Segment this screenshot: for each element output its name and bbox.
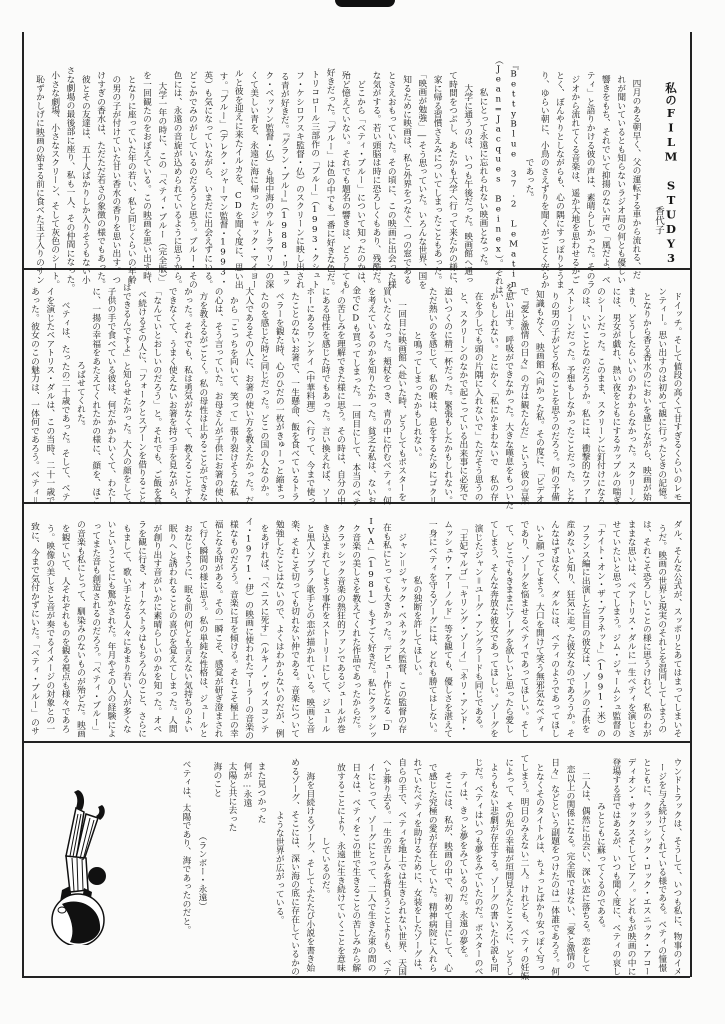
text-column: ようもない悲劇が存在する。ゾーグの書いた小説も同 bbox=[488, 762, 499, 972]
text-column: 「なんていとおしいのだろう」と。それでも、ご飯を食 bbox=[151, 287, 162, 505]
text-column: と鳴ってしまったかもしれない。 bbox=[411, 330, 422, 462]
text-column: ダル、そんな公式が、スッポリとあてはまってしまいそ bbox=[672, 519, 682, 738]
text-column: もまして、歌い手となる人々にあまり若い人が多くな bbox=[121, 523, 132, 733]
text-column: ク音楽の美しさを教えてくれた作品であったからだ。 bbox=[350, 523, 361, 733]
text-column: 彼とその友達は、五十人ばかりしか入りそうもない小 bbox=[80, 74, 91, 284]
text-column: りの男の子がどう私のことを思うのだろう。何の予備 bbox=[549, 291, 560, 501]
text-column: ディオン・サックスそしてピアノ。どれもが映画の中に bbox=[626, 758, 637, 976]
text-column: てしまう。明日のみえない二人。けれども、ベティの妊娠 bbox=[519, 754, 530, 981]
poem-line: また見つかった bbox=[256, 762, 266, 823]
text-column: にある母性を感じた時でもあった。言い換えれば、ソー bbox=[320, 287, 331, 505]
text-column: 日々」などという副題をつけたのは一体誰であろう。何 bbox=[549, 758, 560, 976]
text-column: 好きだった。「ブルー」は色の中でも一番に好きな色だ。 bbox=[325, 68, 336, 291]
text-column: ージを与え続けてくれている様である。ベティの憧憬 bbox=[656, 762, 667, 972]
text-column: となりに座っていた年の若い、私と同じくらいの年齢 bbox=[126, 74, 137, 284]
text-column: しているのだ。 bbox=[320, 836, 331, 898]
text-column: ホーにあるワンケイ（中華料理）へ行って、今まで使っ bbox=[304, 287, 315, 505]
text-column: みとともに蘇ってくるのである。 bbox=[595, 801, 606, 933]
text-column: 二人は、偶然に出会い、深い恋に落ちる。恋をして bbox=[580, 762, 591, 972]
text-column: ティは、きっと夢をみているのだ。永遠の夢を。 bbox=[457, 771, 468, 963]
text-column: の心は、そう言っていた。お母さんが子供にお箸の使い bbox=[213, 287, 224, 505]
text-column: 演じたジャン＝ユーグ・アングラードも同じである。 bbox=[473, 523, 484, 733]
text-column: 恥ずかしげに映画の始まる前に食べた玉子入りのサン bbox=[34, 74, 45, 284]
text-column: す。「ブルー」（デレク・ジャーマン監督・1993・ bbox=[217, 72, 228, 287]
text-column: であった。 bbox=[523, 157, 534, 202]
text-column: ラを観に行き、オーケストラはもちろんのこと、さらに bbox=[136, 519, 147, 738]
text-column: めるゾーグ、そこには、深い海の底に存在しているかの bbox=[289, 758, 300, 976]
text-column: かった。それでも、私は勇気がなくて、教えることすら bbox=[182, 287, 193, 505]
text-column: ティ」と語りかける彼の声は、素晴らしかった。そのラ bbox=[585, 70, 596, 289]
text-column: 買いたくなった。頬杖をつき、青の中に佇むベティ。何 bbox=[381, 287, 392, 505]
text-band-1 bbox=[28, 56, 640, 303]
poem-credit: （ランボー・永遠） bbox=[197, 832, 207, 911]
text-column: ジャン＝ジャック・ベネックス監督、この監督の存 bbox=[396, 523, 407, 733]
text-column: 私にとって永遠に忘れられない映画となった。 bbox=[478, 87, 489, 271]
text-column: けすぎの香水は、ただただ若さの象徴の様でもあった。 bbox=[95, 70, 106, 289]
text-column: くて美しい青を、永遠に海に帰ったジャック・マイヨー bbox=[248, 70, 259, 289]
text-column: とく、ぼんやりとしながらも、心の隅にすっぽりとうま bbox=[554, 70, 565, 289]
text-column: の音楽も私にとって、馴染みのないものが殆どだ。映画 bbox=[75, 519, 86, 738]
text-column: を思い出す。呼吸ができなかった。大きな嘆息をもついた bbox=[503, 283, 514, 510]
text-column: で感じた究極の愛が存在していた。精神病院に入れら bbox=[427, 762, 438, 972]
text-column: 方を教えるがごとく。私の母性は止めることができな bbox=[197, 291, 208, 501]
text-column: 海を目続けるゾーグ、そしてふたたび小説を書き始 bbox=[304, 762, 315, 972]
text-column: となりから香る香水のにおいを感じながら、映画が始 bbox=[641, 291, 652, 501]
text-column: ままな思いは、ベアトリス・ダルに一生ベティを演じさ bbox=[626, 519, 637, 738]
text-column: 「王妃マルゴ」「キリング・ゾーイ」「ネリ・アンド・ bbox=[457, 523, 468, 733]
article-title: 私のFILM STUDY3 bbox=[664, 82, 678, 266]
text-column: （Jean=Jacques Beinex）。それは、 bbox=[493, 56, 504, 303]
text-column: かもしれない。とにかく「私にかまわないで 私の存 bbox=[488, 291, 499, 501]
text-column: となくそのタイトルは、ちょっとばかり安っぽく写っ bbox=[534, 762, 545, 972]
text-column: 様なものだろう。音楽に耳を傾ける。それこそ極上の幸 bbox=[228, 519, 239, 738]
text-column: ってまた音も創造されるのだろう。「ベティ・ブルー」 bbox=[90, 521, 101, 735]
text-column: たことのないお箸で、一生懸命、飯を食べているトラ bbox=[289, 291, 300, 501]
text-column: のシーンだった。このまま、スクリーンに釘付けになる bbox=[595, 287, 606, 505]
text-column: 四月のある朝早く、父の運転する車から流れる、だ bbox=[631, 79, 641, 280]
text-column: ジオから流れてくる音楽は、遥か大地を思わせるかご bbox=[569, 74, 580, 284]
text-column: とともに、クラッシック・ロック・エスニック・アコー bbox=[641, 758, 652, 976]
text-column: 在を少しでも頭の片隅に入れないで」ただそう思うの bbox=[473, 291, 484, 501]
text-column: フ・ケシロフスキ監督・仏）のスクリーンに映し出され bbox=[294, 70, 305, 289]
text-column: 一回目に映画館へ赴いた時、どうしてもポスターを bbox=[396, 291, 407, 501]
text-column: IVA」（1981）もすごく好きだ。私にクラッシッ bbox=[366, 517, 377, 740]
text-column: 私の独断を許してほしい。 bbox=[411, 576, 422, 681]
text-column: ろばせてくれた。 bbox=[75, 361, 86, 431]
text-column: 追いつくのに精一杯だった。緊張もしたかもしれない。 bbox=[442, 287, 453, 505]
text-column: から「こっちを向いて、笑って」張り裂けそうな私 bbox=[228, 296, 239, 497]
text-column: な気がする。若い頭脳は時に恐ろしくもあり、残酷だ。 bbox=[370, 70, 381, 289]
text-column: おなじように、眠る前の何とも言えない気持ちのよい bbox=[182, 523, 193, 733]
text-column: 色には、永遠の音旋が込められているように思うから。 bbox=[172, 70, 183, 289]
text-column: せていたいと思ってしまう。ジム・ジャームシュ監督の bbox=[610, 519, 621, 738]
text-column: を観ていて、人それぞれものを観る視点も様々であろ bbox=[60, 523, 71, 733]
text-column: によって、その先の幸福が垣間見えたところに、どうし bbox=[503, 758, 514, 976]
text-column: 子供の手で食べている彼は、何だかかわいくて、わたし bbox=[106, 287, 117, 505]
text-column: 殆ど憶えていない。それでも題名の響きは、どうしても bbox=[340, 70, 351, 289]
text-column: 産めないと知り、狂気に走った彼女なのであろうか。そ bbox=[564, 519, 575, 738]
text-column: イ・1971・伊）の映画に使われたマーラーの音楽の bbox=[243, 517, 254, 740]
text-column: 家に帰る習慣さえみについてしまったこともあった。 bbox=[432, 74, 443, 284]
text-column: 知るために映画は、私と外界をつなぐ一つの窓である bbox=[401, 74, 412, 284]
beach-ball bbox=[52, 894, 104, 945]
text-column: 一身にベティを守るゾーグには、どれも勝てはしない。 bbox=[427, 519, 438, 738]
text-column: であり、ゾーグを悩ませるベティであってほしい。そし bbox=[519, 519, 530, 738]
text-column: て、どこでもきままにゾーグを欲しいと思ったら愛し bbox=[503, 523, 514, 733]
text-column: うだ。映画の世界と現実のそれとを混同してしまうの bbox=[656, 523, 667, 733]
text-column: 恋以上の関係になる。完全版ではない、「愛と激情の bbox=[564, 764, 575, 970]
text-column: さな劇場の最後部に座り、私も一人、その仲間になった。 bbox=[65, 66, 76, 293]
text-column: どこから「ベティ・ブルー」について知ったのかは、 bbox=[355, 70, 366, 289]
text-column: フランス編に出演した盲目の彼女は、ゾーグの子供を bbox=[580, 523, 591, 733]
text-column: トリコロール三部作の「ブルー」（1993・クシュト bbox=[309, 70, 320, 289]
clown-on-ball-illustration bbox=[40, 780, 130, 945]
text-column: 響きをもち、それでいて抑揚のない声で「風だよ、ベ bbox=[600, 74, 611, 284]
band-divider bbox=[22, 741, 690, 743]
text-column: 『BettyBlue 37.2 LeMatin』 bbox=[508, 60, 519, 298]
text-column: う。映像の美しさと音が奏でるイメージの対象との一 bbox=[44, 523, 55, 733]
text-column: 知識もなく、映画館へ向かった私。その度に、「ビデオ bbox=[534, 289, 545, 503]
text-column: ベティは、たったの二十歳であった。そして、ベテ bbox=[60, 291, 71, 501]
text-column: 在も私にとっても大きかった。デビュー作となる「D bbox=[381, 523, 392, 734]
text-band-3 bbox=[23, 517, 681, 740]
text-column: き込まれてしまう事件をストーリーにして、ジュール bbox=[320, 523, 331, 733]
text-column: 勉強したことはないので、よくはわからないのだが、例 bbox=[274, 519, 285, 738]
text-column: て時間をつぶし、あたかも大学へ行って来たかの様に、 bbox=[447, 70, 458, 289]
text-column: 自らの手で、ベティを地上では生きられない世界、天国 bbox=[396, 758, 407, 976]
poem-line: 太陽と共に去った bbox=[227, 762, 237, 832]
text-column: る青が好きだ。『グラン・ブルー』（1988・リュッ bbox=[279, 72, 290, 287]
text-column: れていたベティを助けるために、女装をしたゾーグは、 bbox=[411, 758, 422, 976]
text-column: べ続けるその人に、「フォークとスプーンを借りること bbox=[136, 289, 147, 503]
text-column: が創り出す音がいかに素晴らしいのかを知った。オペ bbox=[151, 523, 162, 733]
text-band-4 bbox=[268, 754, 681, 980]
text-column: をあげれば、「ベニスに死す」（ルキノ・ヴィスコンテ bbox=[258, 523, 269, 733]
text-column: 致に、今まで気付かずにいた。「ベティ・ブルー」のサ bbox=[29, 521, 40, 735]
text-column: ドイッチ。そして値段の高くて甘すぎるくらいのレモ bbox=[672, 291, 682, 501]
text-column: 福となる時がある。その一瞬こそ、感覚が研ぎ澄まされ bbox=[213, 519, 224, 738]
text-column: 登場する音ではあるが、いつも聞く度に、ベティの哀し bbox=[610, 758, 621, 976]
text-column: たのを感じた時と同じだった。どこの国の人なのか。 bbox=[258, 291, 269, 501]
text-column: 日々は、ベティをこの世で生きることの苦しみから解 bbox=[350, 762, 361, 972]
text-column: ストシーンだった。予想もしなかったことだった。とな bbox=[564, 287, 575, 505]
text-column: ベラーを観た時、心のひだの一枚がきゅーっと縮まっ bbox=[274, 291, 285, 501]
poem-line: 海のこと bbox=[212, 762, 222, 797]
text-column: そこには、私が、映画の中で、初めて目にして、心 bbox=[442, 762, 453, 972]
text-column: のは、いいことなのだろうか。私には、衝撃的なファー bbox=[580, 287, 591, 505]
text-column: はできるんですよ」と知らせたかった。大人の顔をして、 bbox=[121, 283, 132, 510]
text-column: ク・ベッソン監督・仏）も地中海のウルトラマリンの深 bbox=[263, 70, 274, 289]
text-column: と黒人ソプラノ歌手との恋が描かれている。映画と音 bbox=[304, 523, 315, 733]
text-column: ウンドトラックは、そうして、いつも私に、物事のイメ bbox=[672, 758, 682, 976]
text-column: ような世界が広がっている。 bbox=[274, 810, 285, 924]
text-column: いと願ってしまう。大口を開けて笑う無邪気なベティ bbox=[534, 523, 545, 733]
text-column: どこかでみのがしているのだろうと思う。ブルー・その bbox=[187, 70, 198, 289]
text-column: 楽、それこそ切っても切れない仲である。音楽について bbox=[289, 519, 300, 738]
text-column: 大人であるその人に、お箸の使い方を教えたかった。だ bbox=[243, 287, 254, 505]
text-column: へと葬り去る。一生の苦しみを背負うことよりも、ベテ bbox=[381, 758, 392, 976]
text-column: とさえおもっていた。その頃に、この映画に出会った様 bbox=[386, 70, 397, 289]
text-column: ルと彼を迎えに来たイルカを、CDを聞く度に、思い出 bbox=[233, 69, 244, 290]
text-column: 放することにより、永遠に生き続けていくことを意味 bbox=[335, 762, 346, 972]
text-column: に、一揚の幸福をあたえてくれたかの様に、顔を、ほこ bbox=[90, 287, 101, 505]
text-column: クラッシック音楽の熱狂的ファンであるジュールが巻 bbox=[335, 523, 346, 733]
text-column: んなはずはなく、ダルには、ベティのようであってほし bbox=[549, 519, 560, 738]
text-column: 眠りへと誘われることの喜びを覚えてしまった。人間 bbox=[167, 523, 178, 733]
text-column: 「ナイト・オン・ザ・プラネット」（1991・米）の bbox=[595, 519, 606, 738]
text-column: の男の子が付けていた甘い香水の香りを思い出す。つ bbox=[110, 74, 121, 284]
text-column: を考えているのかを知りたかった。貧乏な私は、ないお bbox=[366, 287, 377, 505]
text-column: てしまう、そんな奔放な彼女であってほしい。ゾーグを bbox=[488, 519, 499, 738]
poem-line: 何が…永遠 bbox=[242, 762, 252, 807]
text-column: いということにも驚かされた。年月やその人の経験によ bbox=[106, 519, 117, 738]
text-column: ただ熱いのを感じて、私の喉は、息をするためにゴクリ bbox=[427, 287, 438, 505]
text-column: れが聞いているとも知らないラジオ局の何とも優しい bbox=[615, 74, 626, 284]
text-column: で『愛と激情の日々』の方は観たんだ」という彼の言葉 bbox=[519, 287, 530, 505]
text-column: ンティー。思い出すのは初めて観に行ったときの記憶。 bbox=[656, 287, 667, 505]
text-column: 「映画が勉強」―そう思っていた。いろんな世界、国を bbox=[416, 69, 427, 289]
text-column: ィの苦しみを理解できた様に思う。その時は、自分の中 bbox=[335, 287, 346, 505]
text-column: 小さな劇場、小さなスクリーン、そして灰色のシート。 bbox=[49, 70, 60, 289]
author-name: 香代子 bbox=[653, 206, 664, 235]
text-column: は、それこそ恐ろしいことの様に思うけれど、私のわが bbox=[641, 519, 652, 738]
text-column: じだ。ベティはいつも夢をみていたのだ。ポスターのベ bbox=[473, 758, 484, 976]
text-column: ムッシュウ・アーノルド」等を観ても、優しさを湛えて bbox=[442, 519, 453, 738]
text-column: できなくて、うまく使えないお箸を持つ手を見ながら、 bbox=[167, 287, 178, 505]
text-column: 大学一年の時に、この「ベティ・ブルー（完全版）」 bbox=[156, 72, 167, 286]
text-column: て行く瞬間の様に思う。私の単純な性格は、ジュールと bbox=[197, 519, 208, 738]
text-column: イを演じたベアトリス・ダルは、この当時、二十一歳で bbox=[44, 287, 55, 505]
clown-figure bbox=[60, 790, 106, 904]
scan-artifact bbox=[335, 0, 395, 7]
text-column: あった。彼女のこの魅力は、一体何であろう。ベティ＝ bbox=[29, 287, 40, 505]
text-column: まり、どうしたらいいのかわからなかった。スクリーン bbox=[626, 287, 637, 505]
text-band-2 bbox=[23, 283, 681, 509]
text-column: 大学に通うのは、いつも午後だった。映画館へ通っ bbox=[462, 74, 473, 284]
text-column: 英）も気になっていながら、いまだに出会えずにいる。 bbox=[202, 70, 213, 289]
text-column: には、男女が戯れ、熱い夜をともにするカップルの喘ぎ bbox=[610, 287, 621, 505]
text-column: イにとって、ゾーグにとって、二人で生きた束の間の bbox=[366, 762, 377, 972]
text-column: 金でCDも買ってしまった。一回目にして、本当のベテ bbox=[350, 286, 361, 507]
text-column: と、スクリーンのなかで起こっている出来事に必死で bbox=[457, 291, 468, 501]
text-column: を一回観たのをおぼえている。この映画を思い出す時、 bbox=[141, 70, 152, 289]
closing-line: ベティは、太陽であり、海であったのだと。 bbox=[181, 760, 191, 934]
text-column: り、ゆらい朝に、小鳥のさえずりを聞くがごとく安らか bbox=[539, 70, 550, 289]
